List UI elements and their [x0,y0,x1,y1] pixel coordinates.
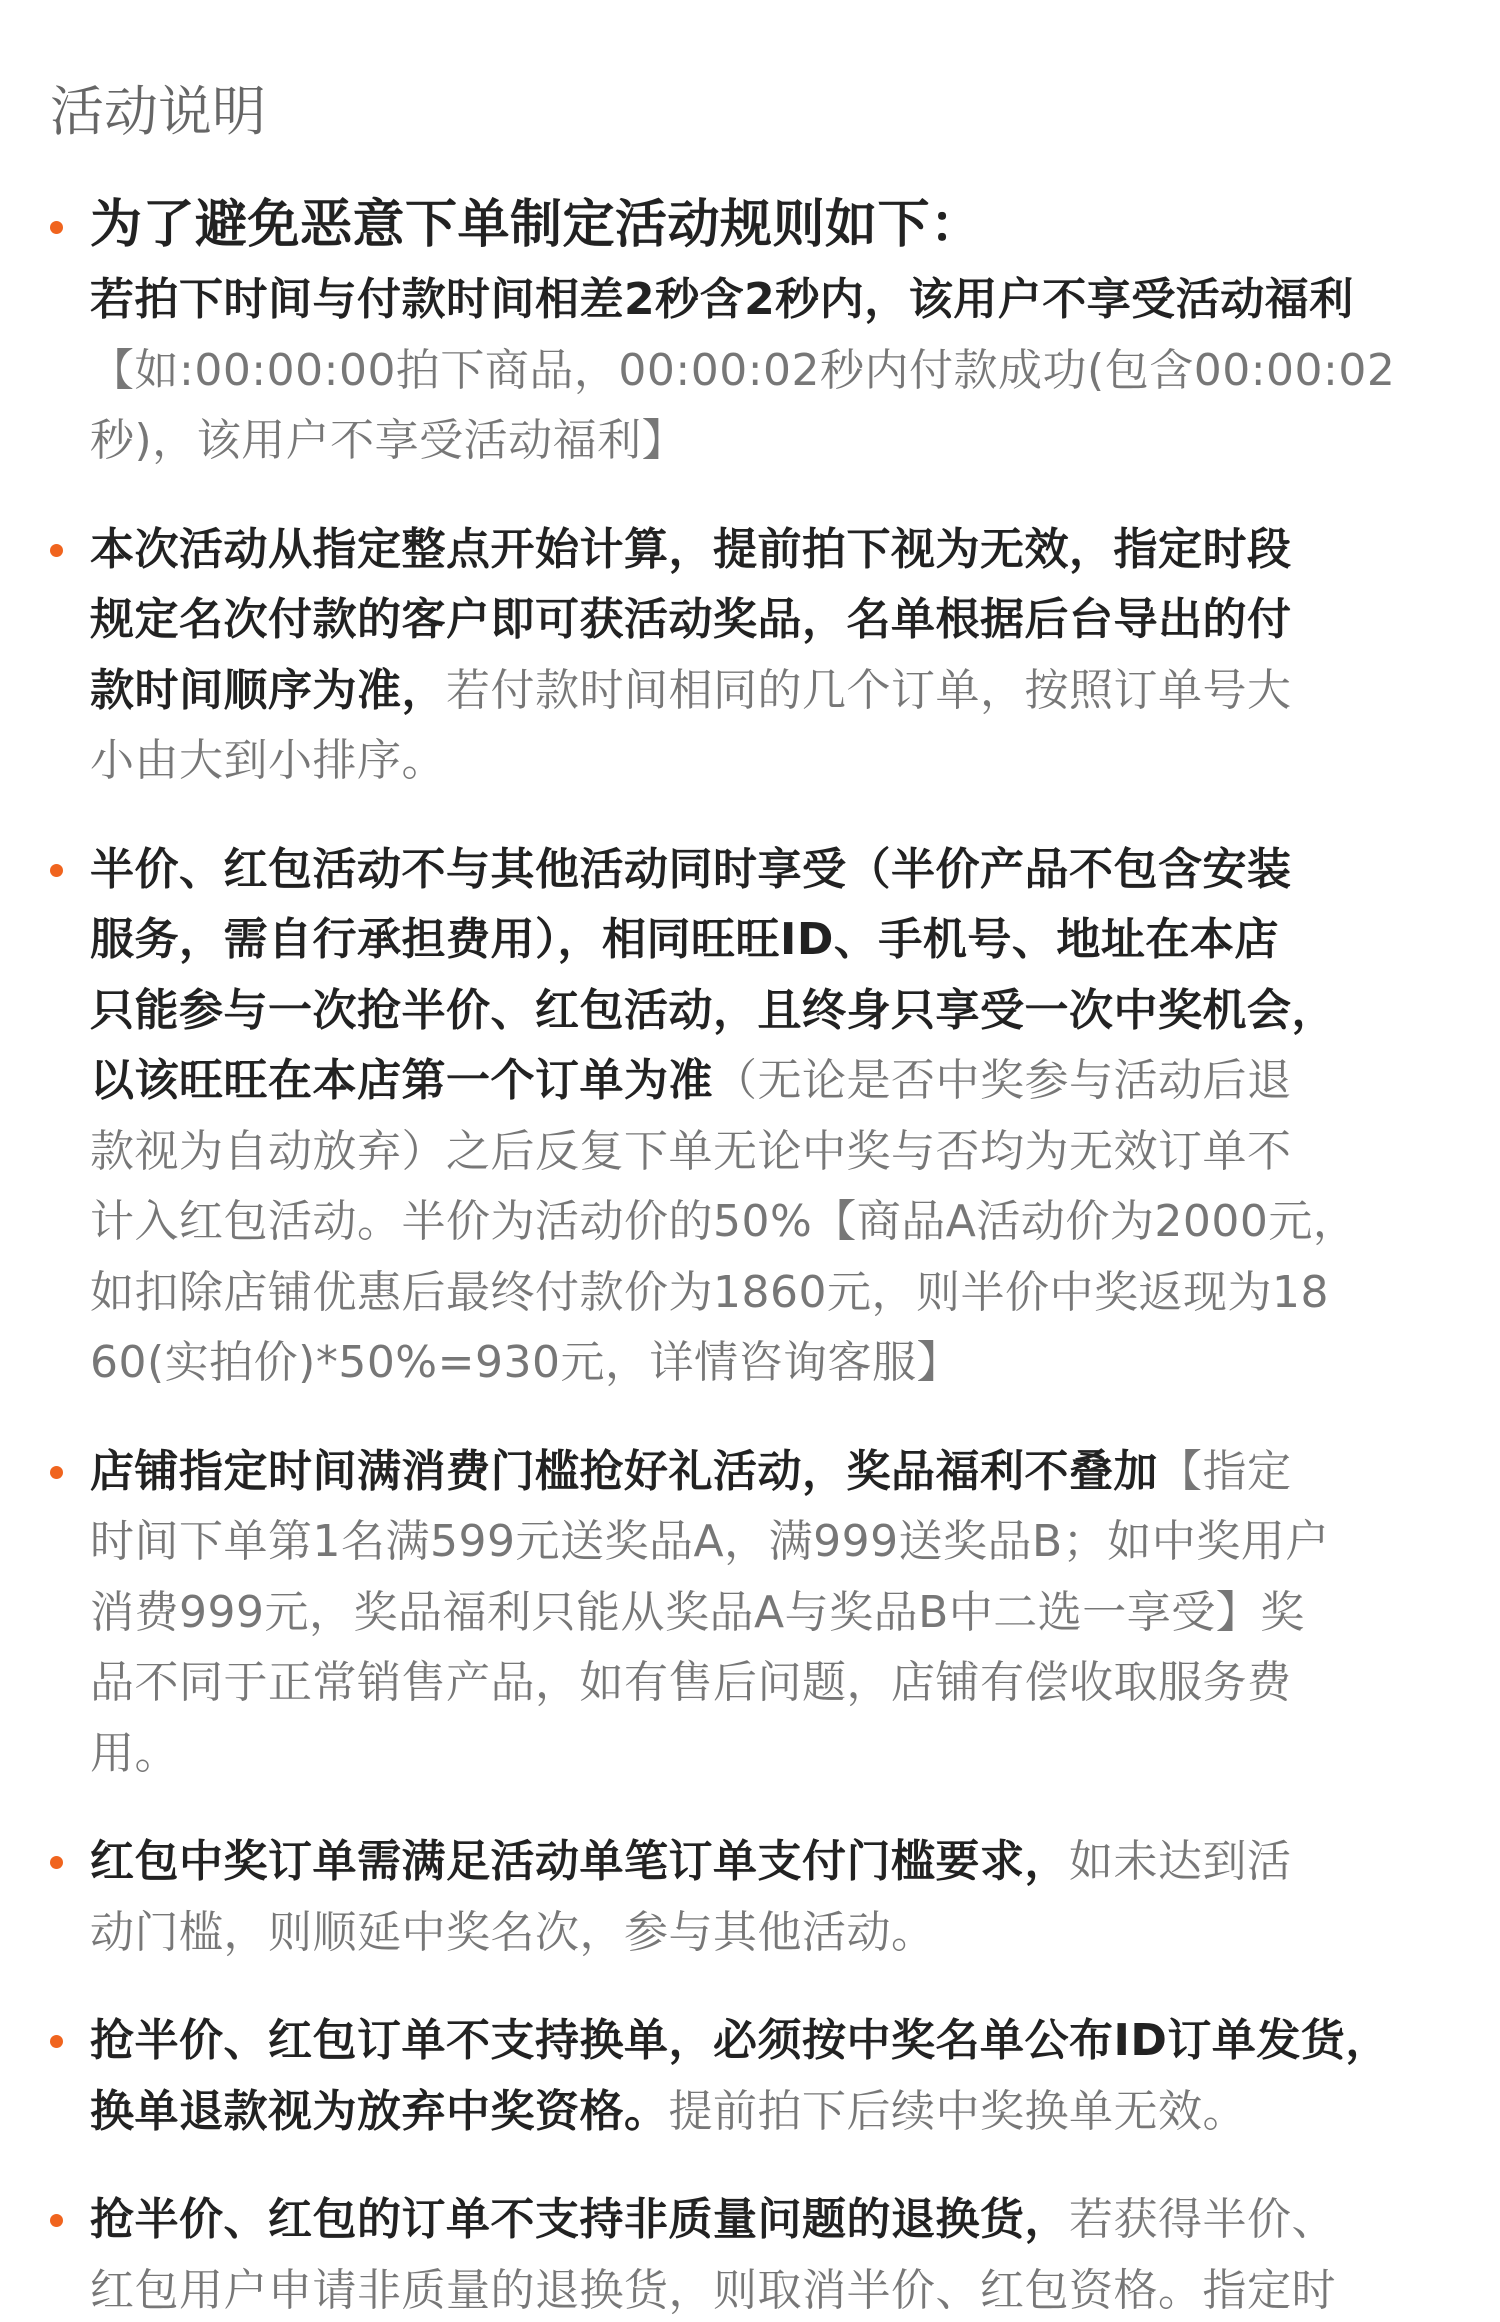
bullet-dot-icon [50,2214,63,2227]
rule-line: 时间下单第1名满599元送奖品A，满999送奖品B；如中奖用户 [90,1516,1330,1567]
rule-item [0,1437,1500,1790]
rule-line: 规定名次付款的客户即可获活动奖品，名单根据后台导出的付 [90,594,1292,645]
rule-line: 以该旺旺在本店第一个订单为准（无论是否中奖参与活动后退 [90,1055,1292,1106]
rule-line: 红包中奖订单需满足活动单笔订单支付门槛要求，如未达到活 [90,1836,1292,1887]
rule-line: 动门槛，则顺延中奖名次，参与其他活动。 [90,1906,936,1958]
bullet-dot-icon [50,1856,63,1869]
rule-line: 小由大到小排序。 [90,735,446,786]
bullet-dot-icon [50,221,63,234]
rule-line: 计入红包活动。半价为活动价的50%【商品A活动价为2000元， [90,1196,1358,1247]
rule-line: 换单退款视为放弃中奖资格。提前拍下后续中奖换单无效。 [90,2085,1247,2137]
rule-line: 若拍下时间与付款时间相差2秒含2秒内，该用户不享受活动福利 [90,274,1354,325]
rule-line: 半价、红包活动不与其他活动同时享受（半价产品不包含安装 [90,843,1292,895]
rule-line: 款视为自动放弃）之后反复下单无论中奖与否均为无效订单不 [90,1125,1292,1177]
rule-line: 店铺指定时间满消费门槛抢好礼活动，奖品福利不叠加【指定 [90,1445,1292,1497]
rule-line: 消费999元，奖品福利只能从奖品A与奖品B中二选一享受】奖 [90,1586,1305,1638]
rule-line: 红包用户申请非质量的退换货，则取消半价、红包资格。指定时 [90,2264,1336,2316]
rule-line: 款时间顺序为准，若付款时间相同的几个订单，按照订单号大 [90,664,1292,716]
rule-line: 用。 [90,1727,179,1779]
rule-item [0,835,1500,1399]
rule-line: 抢半价、红包的订单不支持非质量问题的退换货，若获得半价、 [90,2194,1336,2245]
rule-line: 秒)，该用户不享受活动福利】 [90,415,687,466]
rule-item [0,515,1500,797]
rule-line: 品不同于正常销售产品，如有售后问题，店铺有偿收取服务费 [90,1657,1292,1708]
rule-line: 【如:00:00:00拍下商品，00:00:02秒内付款成功(包含00:00:02 [90,344,1396,396]
bullet-dot-icon [50,864,63,877]
rule-item [0,1827,1500,1968]
bullet-dot-icon [50,2035,63,2048]
rule-item [0,185,1500,477]
rule-line: 服务，需自行承担费用），相同旺旺ID、手机号、地址在本店 [90,914,1279,965]
rule-line: 如扣除店铺优惠后最终付款价为1860元，则半价中奖返现为18 [90,1266,1329,1318]
rule-line: 60(实拍价)*50%=930元，详情咨询客服】 [90,1337,961,1388]
rule-line: 只能参与一次抢半价、红包活动，且终身只享受一次中奖机会， [90,984,1336,1036]
bullet-dot-icon [50,544,63,557]
rule-line: 抢半价、红包订单不支持换单，必须按中奖名单公布ID订单发货， [90,2015,1390,2066]
rule-item [0,2185,1500,2322]
rule-item [0,2006,1500,2147]
rules-list [0,185,1500,2322]
section-title: 活动说明 [50,80,266,143]
bullet-dot-icon [50,1466,63,1479]
rule-heading: 为了避免恶意下单制定活动规则如下： [90,195,983,255]
rule-line: 本次活动从指定整点开始计算，提前拍下视为无效，指定时段 [90,523,1292,575]
